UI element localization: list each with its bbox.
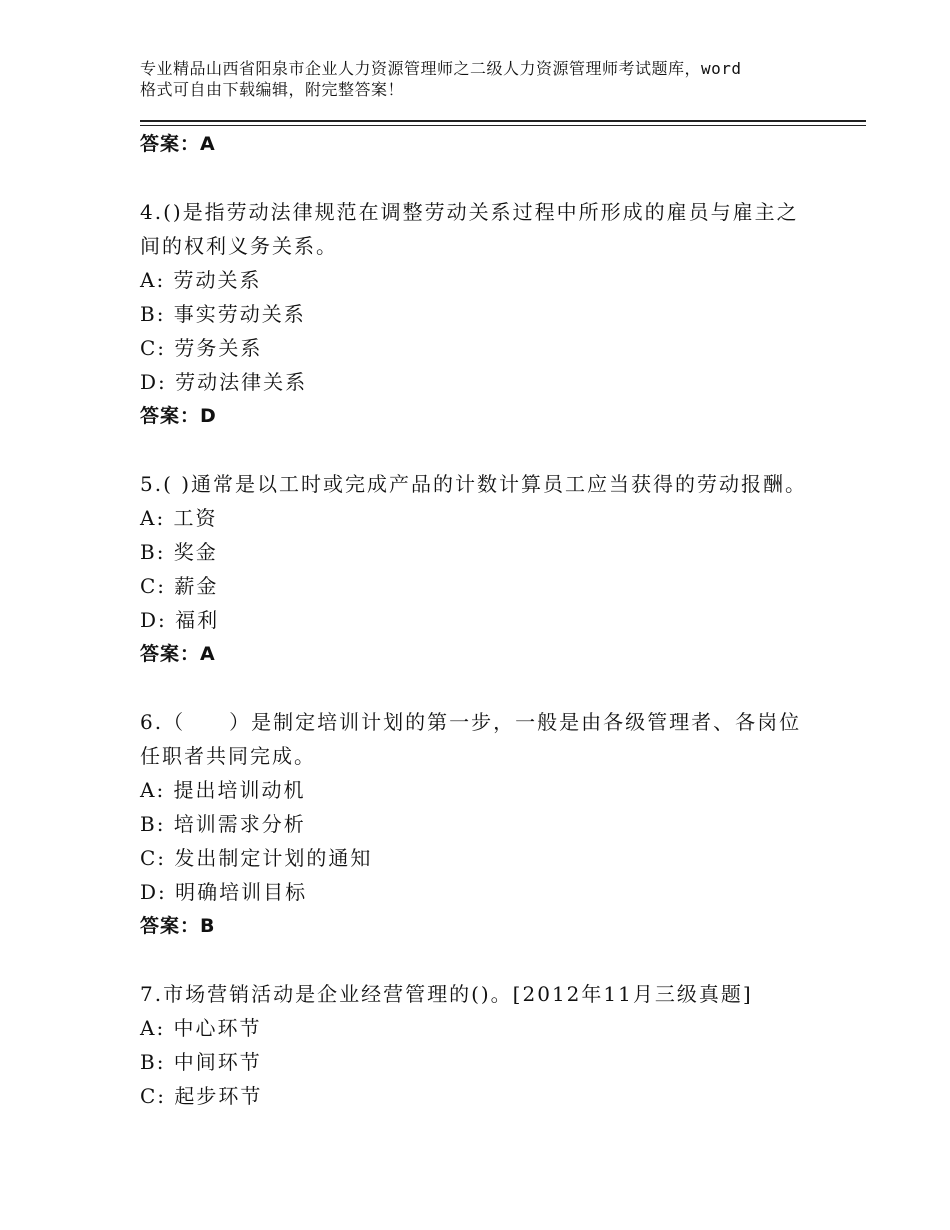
question-text: 5.( )通常是以工时或完成产品的计数计算员工应当获得的劳动报酬。 <box>140 472 808 496</box>
option-a: A: 中心环节 <box>140 1016 262 1040</box>
document-body <box>140 127 830 1113</box>
question-text: 6.（ ）是制定培训计划的第一步，一般是由各级管理者、各岗位 <box>140 710 802 734</box>
option-d: D: 劳动法律关系 <box>140 370 308 394</box>
question-text: 任职者共同完成。 <box>140 744 316 768</box>
question-6 <box>140 705 830 943</box>
answer-line: 答案：A <box>140 133 216 155</box>
option-c: C: 劳务关系 <box>140 336 263 360</box>
header-line-2: 格式可自由下载编辑，附完整答案！ <box>140 80 405 99</box>
question-7 <box>140 977 830 1113</box>
answer-line: 答案：A <box>140 643 216 665</box>
option-a: A: 提出培训动机 <box>140 778 306 802</box>
option-c: C: 发出制定计划的通知 <box>140 846 373 870</box>
option-a: A: 劳动关系 <box>140 268 262 292</box>
option-d: D: 福利 <box>140 608 220 632</box>
question-text: 间的权利义务关系。 <box>140 234 338 258</box>
question-text: 7.市场营销活动是企业经营管理的()。[2012年11月三级真题] <box>140 982 753 1006</box>
answer-line: 答案：B <box>140 915 216 937</box>
option-c: C: 起步环节 <box>140 1084 263 1108</box>
option-b: B: 培训需求分析 <box>140 812 306 836</box>
option-b: B: 事实劳动关系 <box>140 302 306 326</box>
header-rule-thick <box>140 120 866 122</box>
question-5 <box>140 467 830 671</box>
document-header <box>140 58 830 100</box>
option-b: B: 中间环节 <box>140 1050 262 1074</box>
question-4 <box>140 195 830 433</box>
answer-line: 答案：D <box>140 405 217 427</box>
option-b: B: 奖金 <box>140 540 218 564</box>
header-rule-thin <box>140 125 866 126</box>
option-d: D: 明确培训目标 <box>140 880 308 904</box>
question-text: 4.()是指劳动法律规范在调整劳动关系过程中所形成的雇员与雇主之 <box>140 200 799 224</box>
option-c: C: 薪金 <box>140 574 219 598</box>
option-a: A: 工资 <box>140 506 218 530</box>
header-line-1: 专业精品山西省阳泉市企业人力资源管理师之二级人力资源管理师考试题库，word <box>140 59 742 78</box>
